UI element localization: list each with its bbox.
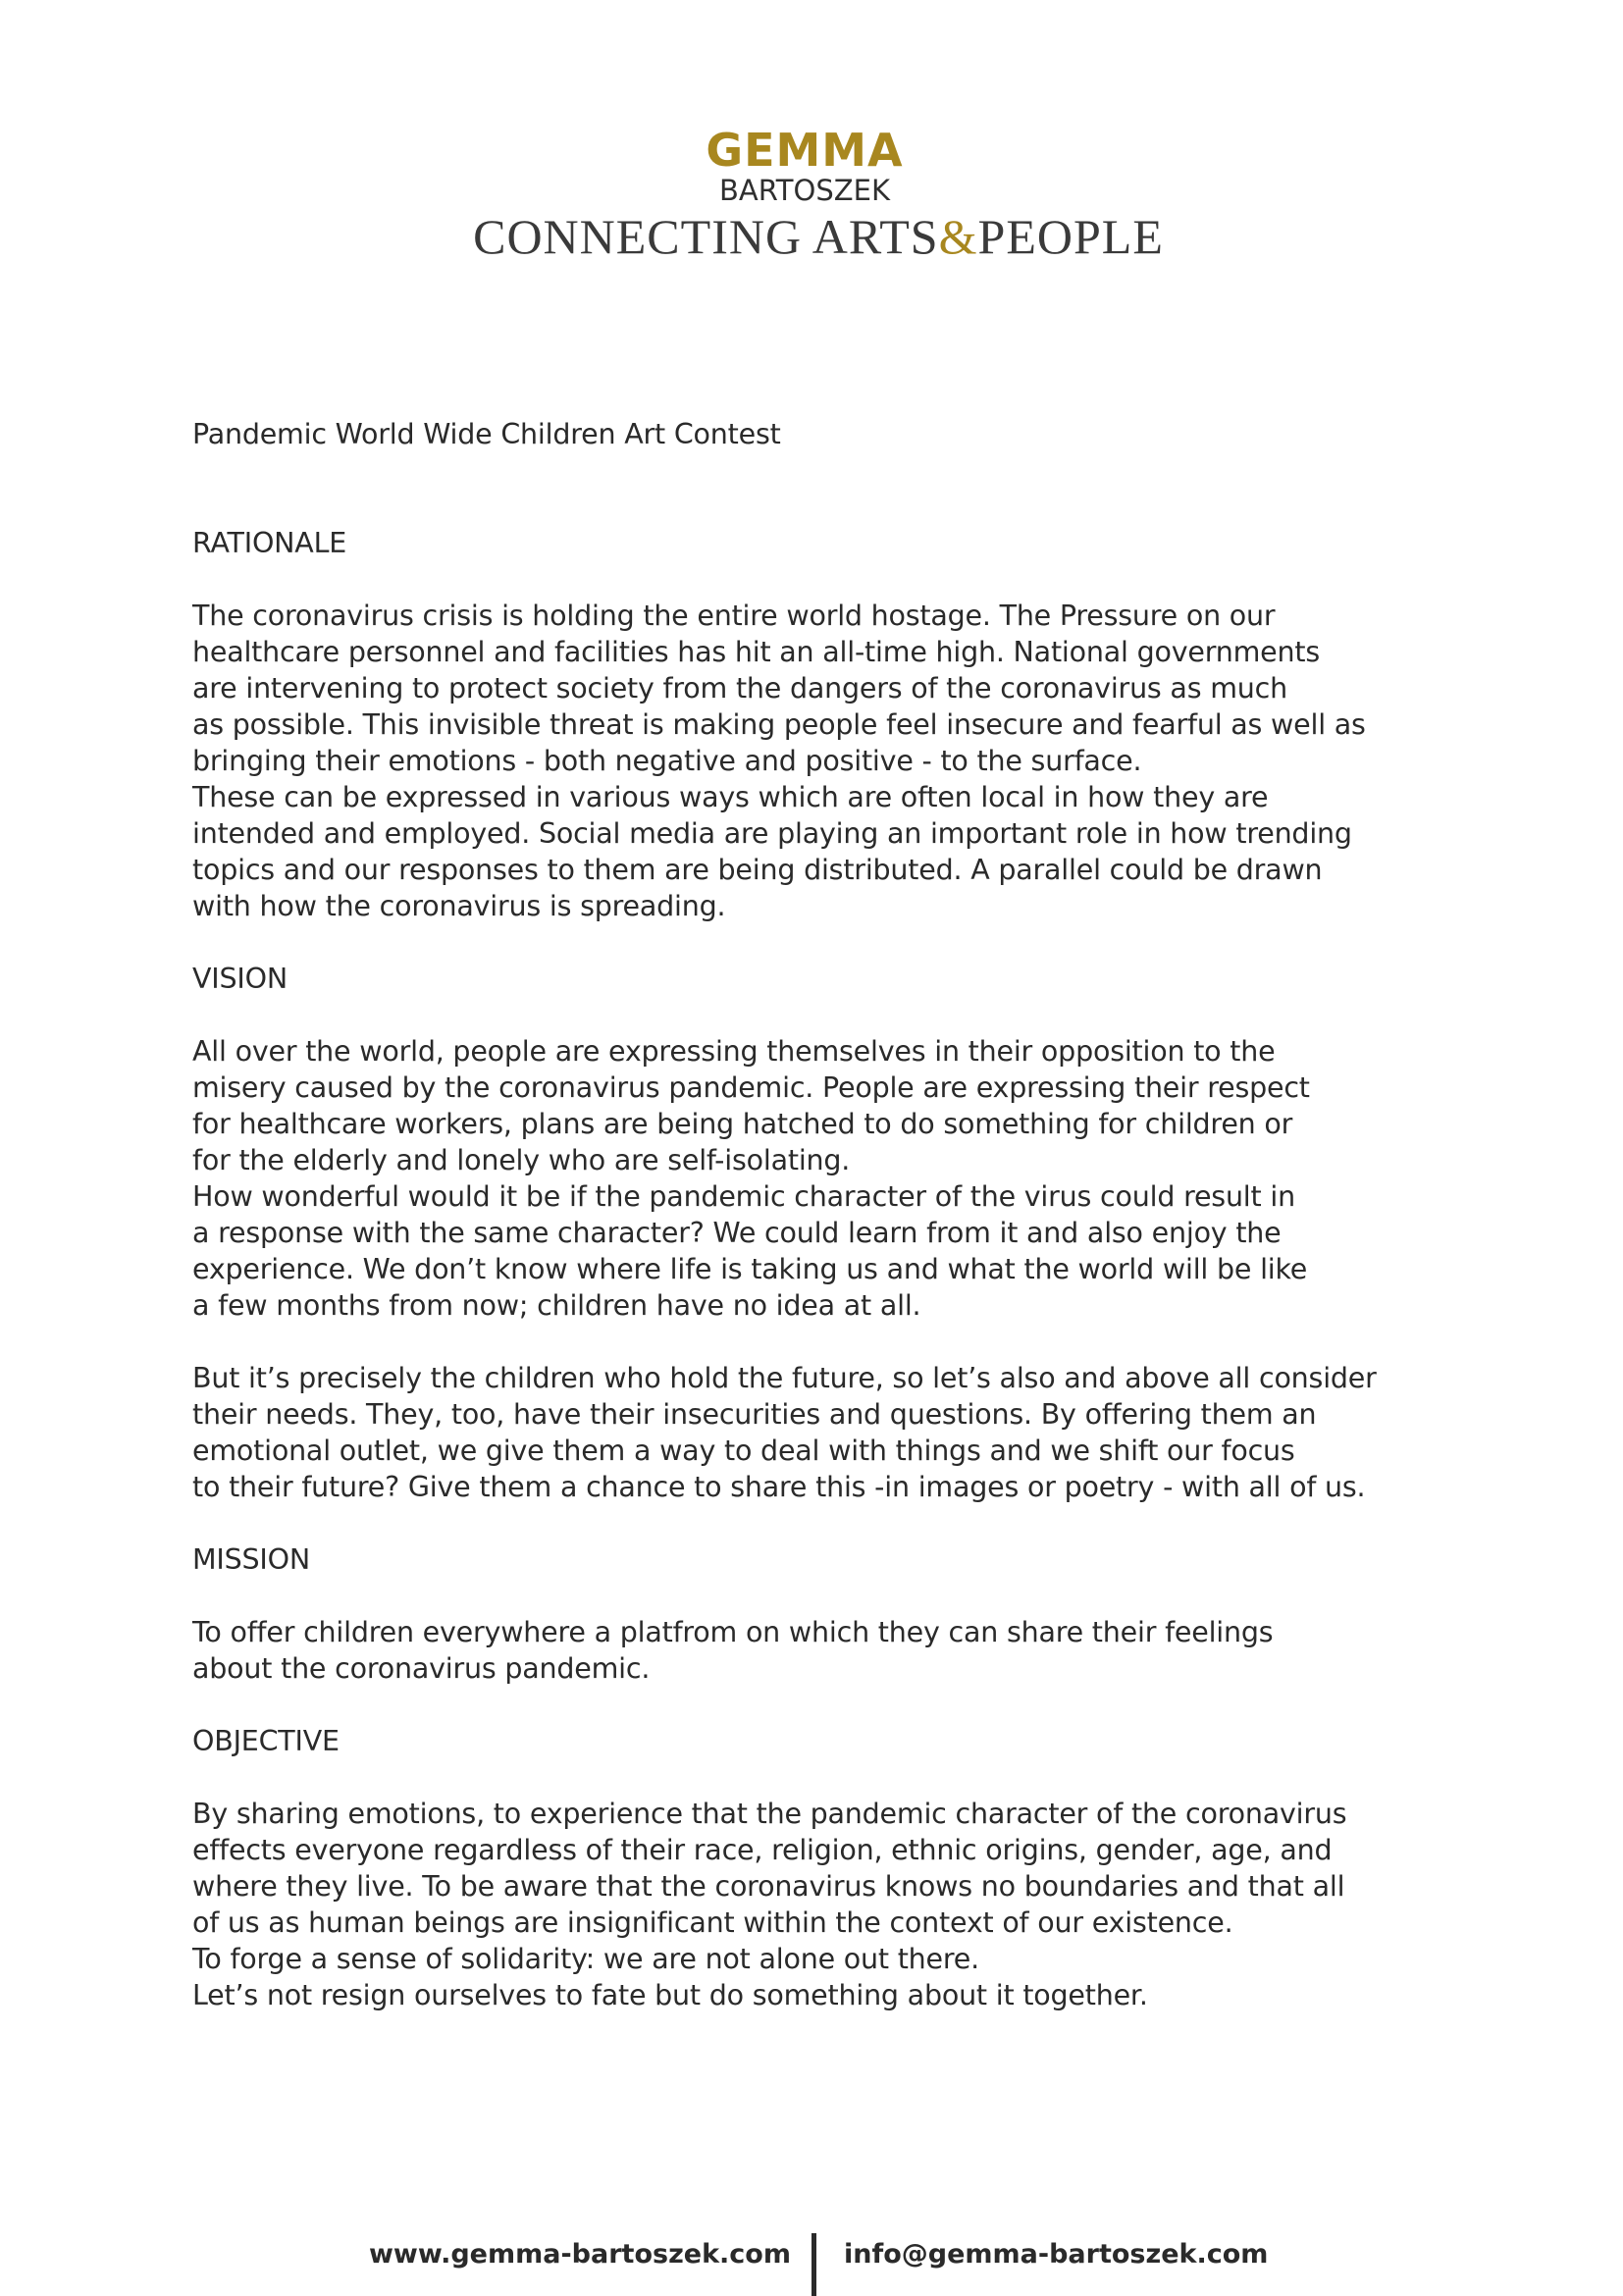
email-link[interactable]: info@gemma-bartoszek.com bbox=[844, 2239, 1269, 2270]
text-line: to their future? Give them a chance to share this -in images or poetry - with all of us. bbox=[192, 1471, 1366, 1503]
paragraph bbox=[192, 1796, 1458, 2013]
text-line: To forge a sense of solidarity: we are not alone out there. bbox=[192, 1943, 979, 1975]
text-line: topics and our responses to them are being distributed. A parallel could be drawn bbox=[192, 854, 1323, 886]
text-line: All over the world, people are expressing themselves in their opposition to the bbox=[192, 1035, 1276, 1068]
text-line: a response with the same character? We could learn from it and also enjoy the bbox=[192, 1217, 1282, 1249]
text-line: Let’s not resign ourselves to fate but do something about it together. bbox=[192, 1979, 1148, 2011]
text-line: with how the coronavirus is spreading. bbox=[192, 890, 726, 922]
logo-name-first: GEMMA bbox=[706, 124, 904, 177]
logo-name-last: BARTOSZEK bbox=[719, 174, 890, 207]
text-line: The coronavirus crisis is holding the entire world hostage. The Pressure on our bbox=[192, 600, 1276, 632]
logo-tagline-part1: CONNECTING ARTS bbox=[473, 209, 939, 264]
text-line: their needs. They, too, have their insecurities and questions. By offering them an bbox=[192, 1398, 1317, 1431]
text-line: for the elderly and lonely who are self-isolating. bbox=[192, 1144, 851, 1176]
section-rationale bbox=[192, 525, 1458, 924]
paragraph bbox=[192, 1614, 1458, 1687]
text-line: But it’s precisely the children who hold the future, so let’s also and above all consider bbox=[192, 1362, 1377, 1394]
text-line: How wonderful would it be if the pandemic character of the virus could result in bbox=[192, 1180, 1295, 1213]
logo-tagline bbox=[14, 208, 1623, 265]
text-line: healthcare personnel and facilities has hit an all-time high. National governments bbox=[192, 636, 1320, 668]
text-line: These can be expressed in various ways which are often local in how they are bbox=[192, 781, 1269, 813]
company-logo bbox=[0, 126, 1623, 265]
paragraph bbox=[192, 1360, 1458, 1505]
footer-divider bbox=[812, 2233, 816, 2296]
section-heading: MISSION bbox=[192, 1543, 310, 1576]
text-line: where they live. To be aware that the coronavirus knows no boundaries and that all bbox=[192, 1870, 1345, 1903]
text-line: as possible. This invisible threat is making people feel insecure and fearful as well as bbox=[192, 708, 1366, 741]
text-line: of us as human beings are insignificant within the context of our existence. bbox=[192, 1906, 1233, 1939]
text-line: intended and employed. Social media are playing an important role in how trending bbox=[192, 817, 1352, 850]
section-mission bbox=[192, 1541, 1458, 1687]
text-line: bringing their emotions - both negative and positive - to the surface. bbox=[192, 745, 1142, 777]
text-line: about the coronavirus pandemic. bbox=[192, 1652, 651, 1685]
text-line: misery caused by the coronavirus pandemic. People are expressing their respect bbox=[192, 1071, 1310, 1104]
footer bbox=[0, 2233, 1623, 2278]
section-vision bbox=[192, 961, 1458, 1505]
website-link[interactable]: www.gemma-bartoszek.com bbox=[368, 2239, 791, 2270]
document-body bbox=[192, 416, 1458, 2050]
section-heading: OBJECTIVE bbox=[192, 1725, 340, 1757]
paragraph bbox=[192, 598, 1458, 924]
text-line: emotional outlet, we give them a way to deal with things and we shift our focus bbox=[192, 1435, 1295, 1467]
section-heading: RATIONALE bbox=[192, 527, 347, 559]
logo-tagline-ampersand: & bbox=[938, 209, 978, 264]
text-line: experience. We don’t know where life is taking us and what the world will be like bbox=[192, 1253, 1308, 1285]
document-title: Pandemic World Wide Children Art Contest bbox=[192, 418, 781, 450]
text-line: effects everyone regardless of their race, religion, ethnic origins, gender, age, and bbox=[192, 1834, 1333, 1866]
text-line: By sharing emotions, to experience that the pandemic character of the coronavirus bbox=[192, 1798, 1347, 1830]
text-line: To offer children everywhere a platfrom on which they can share their feelings bbox=[192, 1616, 1274, 1648]
text-line: for healthcare workers, plans are being hatched to do something for children or bbox=[192, 1108, 1293, 1140]
logo-tagline-part2: PEOPLE bbox=[977, 209, 1164, 264]
text-line: are intervening to protect society from the dangers of the coronavirus as much bbox=[192, 672, 1287, 704]
section-objective bbox=[192, 1723, 1458, 2013]
section-heading: VISION bbox=[192, 963, 288, 995]
text-line: a few months from now; children have no idea at all. bbox=[192, 1289, 921, 1322]
paragraph bbox=[192, 1033, 1458, 1324]
